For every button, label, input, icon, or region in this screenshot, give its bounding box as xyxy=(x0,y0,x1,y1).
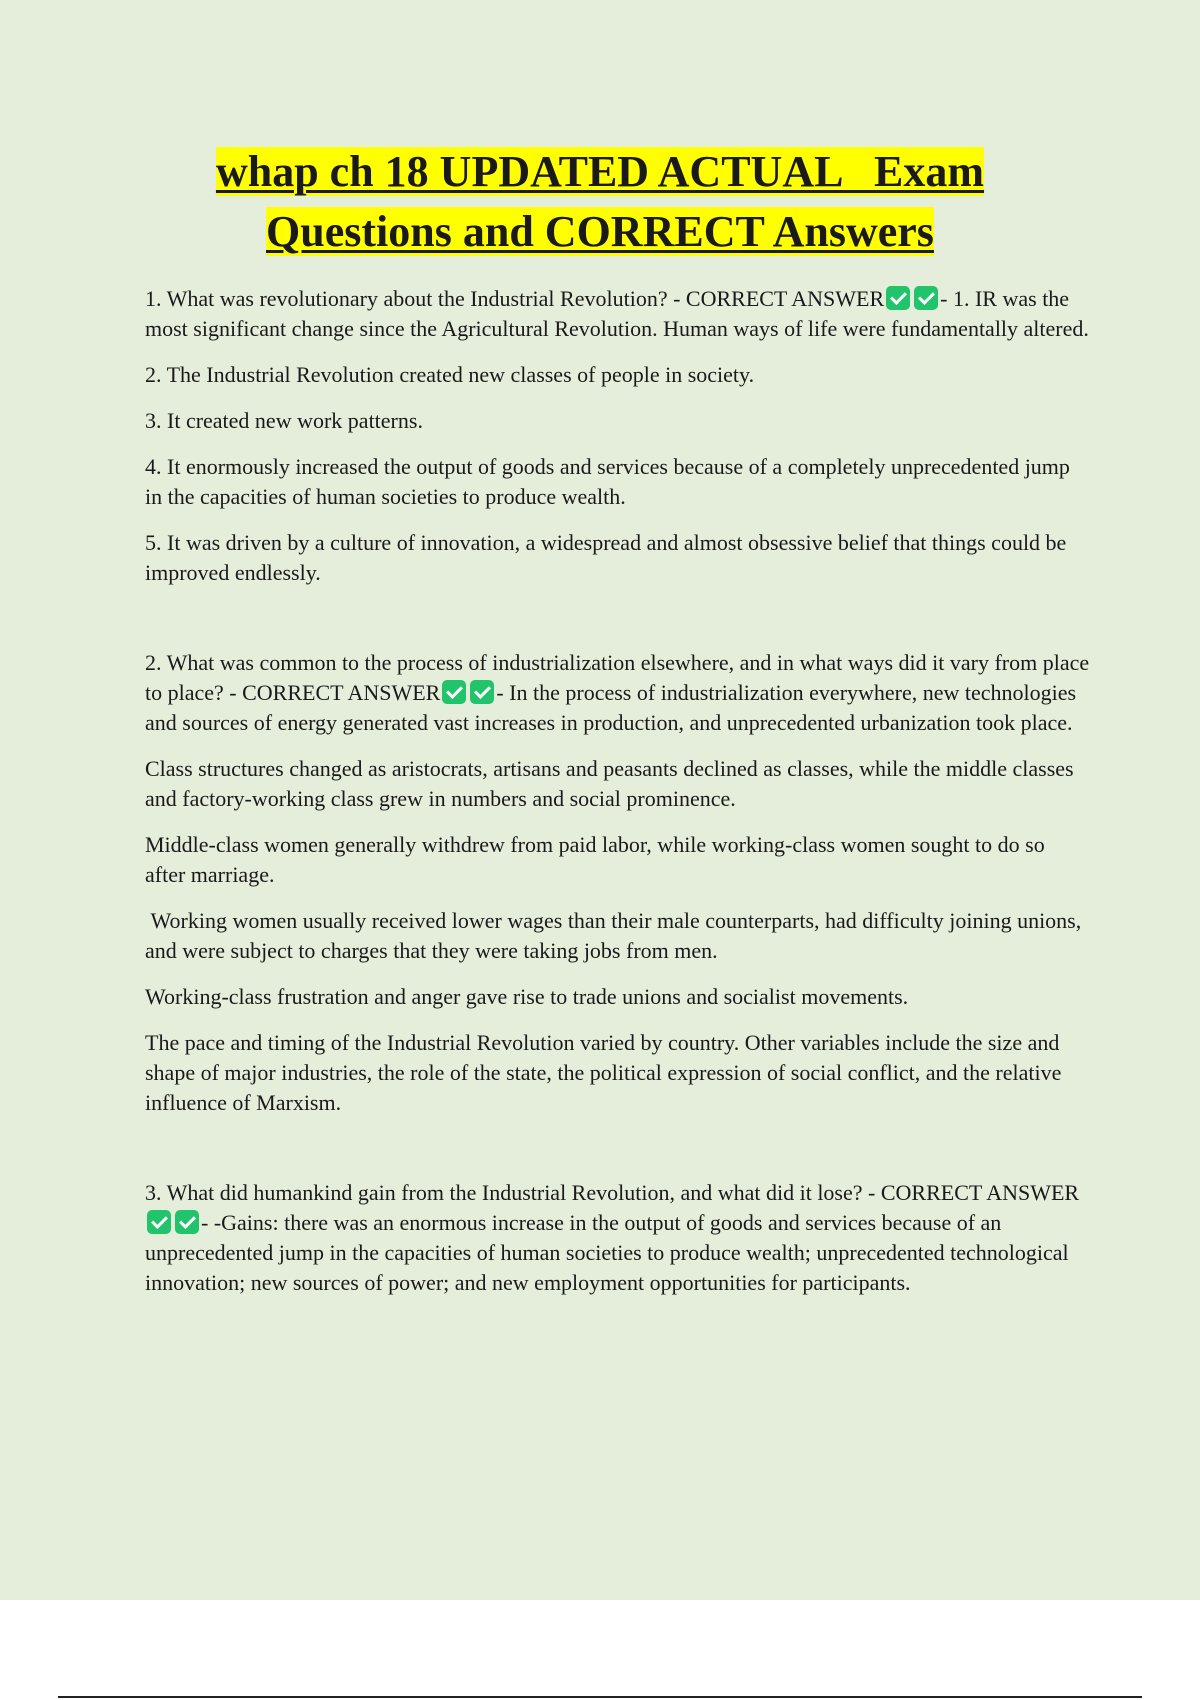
check-mark-icon xyxy=(470,680,494,704)
answer-paragraph: The pace and timing of the Industrial Revolution varied by country. Other variables include the size and shape of major industries, the role of the state, the political expression of social conflict, and the relative influence of Marxism. xyxy=(145,1030,1062,1115)
answer-paragraph: Class structures changed as aristocrats, artisans and peasants declined as classes, while the middle classes and factory-working class grew in numbers and social prominence. xyxy=(145,756,1074,811)
check-mark-icon xyxy=(914,286,938,310)
question-text: 2. What was common to the process of industrialization elsewhere, and in what ways did it vary from place to place? - CORRECT ANSWER xyxy=(145,650,1090,705)
question-text: 3. What did humankind gain from the Industrial Revolution, and what did it lose? - CORRECT ANSWER xyxy=(145,1180,1080,1205)
answer-paragraph: 5. It was driven by a culture of innovation, a widespread and almost obsessive belief that things could be improved endlessly. xyxy=(145,530,1067,585)
question-2 xyxy=(145,648,1090,738)
check-mark-icon xyxy=(175,1210,199,1234)
answer-paragraph: 2. The Industrial Revolution created new classes of people in society. xyxy=(145,362,755,387)
answer-text: - In the process of industrialization everywhere, new technologies and sources of energy generated vast increases in production, and unprecedented urbanization took place. xyxy=(145,680,1077,735)
check-mark-icon xyxy=(886,286,910,310)
title-line-1: whap ch 18 UPDATED ACTUAL Exam xyxy=(215,147,985,196)
page-divider xyxy=(58,1696,1142,1698)
answer-paragraph: 4. It enormously increased the output of goods and services because of a completely unprecedented jump in the capacities of human societies to produce wealth. xyxy=(145,454,1070,509)
answer-paragraph: Working-class frustration and anger gave rise to trade unions and socialist movements. xyxy=(145,984,909,1009)
answer-text: - -Gains: there was an enormous increase in the output of goods and services because of an unprecedented jump in the capacities of human societies to produce wealth; unprecedented technological innovation; new sources of power; and new employment opportunities for participants. xyxy=(145,1210,1069,1295)
answer-text: - 1. IR was the most significant change since the Agricultural Revolution. Human ways of life were fundamentally altered. xyxy=(145,286,1089,341)
answer-paragraph: Middle-class women generally withdrew from paid labor, while working-class women sought to do so after marriage. xyxy=(145,832,1045,887)
check-mark-icon xyxy=(442,680,466,704)
question-1 xyxy=(145,284,1090,344)
question-text: 1. What was revolutionary about the Industrial Revolution? - CORRECT ANSWER xyxy=(145,286,885,311)
title-line-2: Questions and CORRECT Answers xyxy=(266,207,934,256)
check-mark-icon xyxy=(147,1210,171,1234)
answer-paragraph: Working women usually received lower wages than their male counterparts, had difficulty joining unions, and were subject to charges that they were taking jobs from men. xyxy=(145,908,1087,963)
question-3 xyxy=(145,1178,1090,1298)
document-content xyxy=(145,284,1090,1298)
answer-paragraph: 3. It created new work patterns. xyxy=(145,408,423,433)
document-title xyxy=(60,142,1140,262)
